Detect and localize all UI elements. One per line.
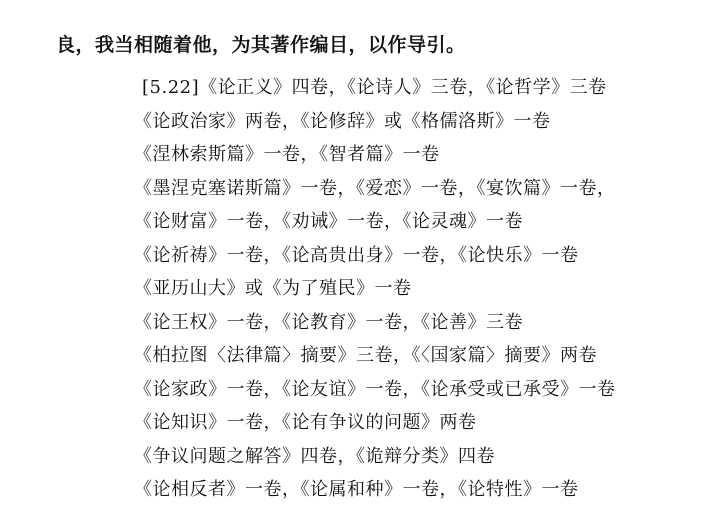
intro-line: 良，我当相随着他，为其著作编目，以作导引。 xyxy=(56,34,466,56)
catalog-line: 《论家政》一卷，《论友谊》一卷，《论承受或已承受》一卷 xyxy=(134,378,616,400)
catalog-line: 《论知识》一卷，《论有争议的问题》两卷 xyxy=(134,412,477,433)
catalog-line: 《论财富》一卷，《劝诫》一卷，《论灵魂》一卷 xyxy=(134,211,523,232)
catalog-line: 《论祈祷》一卷，《论高贵出身》一卷，《论快乐》一卷 xyxy=(134,244,579,266)
catalog-line: 《论相反者》一卷，《论属和种》一卷，《论特性》一卷 xyxy=(134,479,579,500)
catalog-line: 《亚历山大》或《为了殖民》一卷 xyxy=(134,278,412,299)
catalog-line: 《涅林索斯篇》一卷，《智者篇》一卷 xyxy=(134,144,440,165)
catalog-line: 《论王权》一卷，《论教育》一卷，《论善》三卷 xyxy=(134,311,523,333)
catalog-line: 《争议问题之解答》四卷，《诡辩分类》四卷 xyxy=(134,445,495,467)
catalog-line: 《论政治家》两卷，《论修辞》或《格儒洛斯》一卷 xyxy=(134,110,551,132)
works-catalog xyxy=(134,71,616,507)
catalog-line: [5.22]《论正义》四卷，《论诗人》三卷，《论哲学》三卷 xyxy=(142,77,607,98)
catalog-line: 《柏拉图〈法律篇〉摘要》三卷，《〈国家篇〉摘要》两卷 xyxy=(134,345,597,366)
catalog-line: 《墨涅克塞诺斯篇》一卷，《爱恋》一卷，《宴饮篇》一卷， xyxy=(134,177,616,199)
